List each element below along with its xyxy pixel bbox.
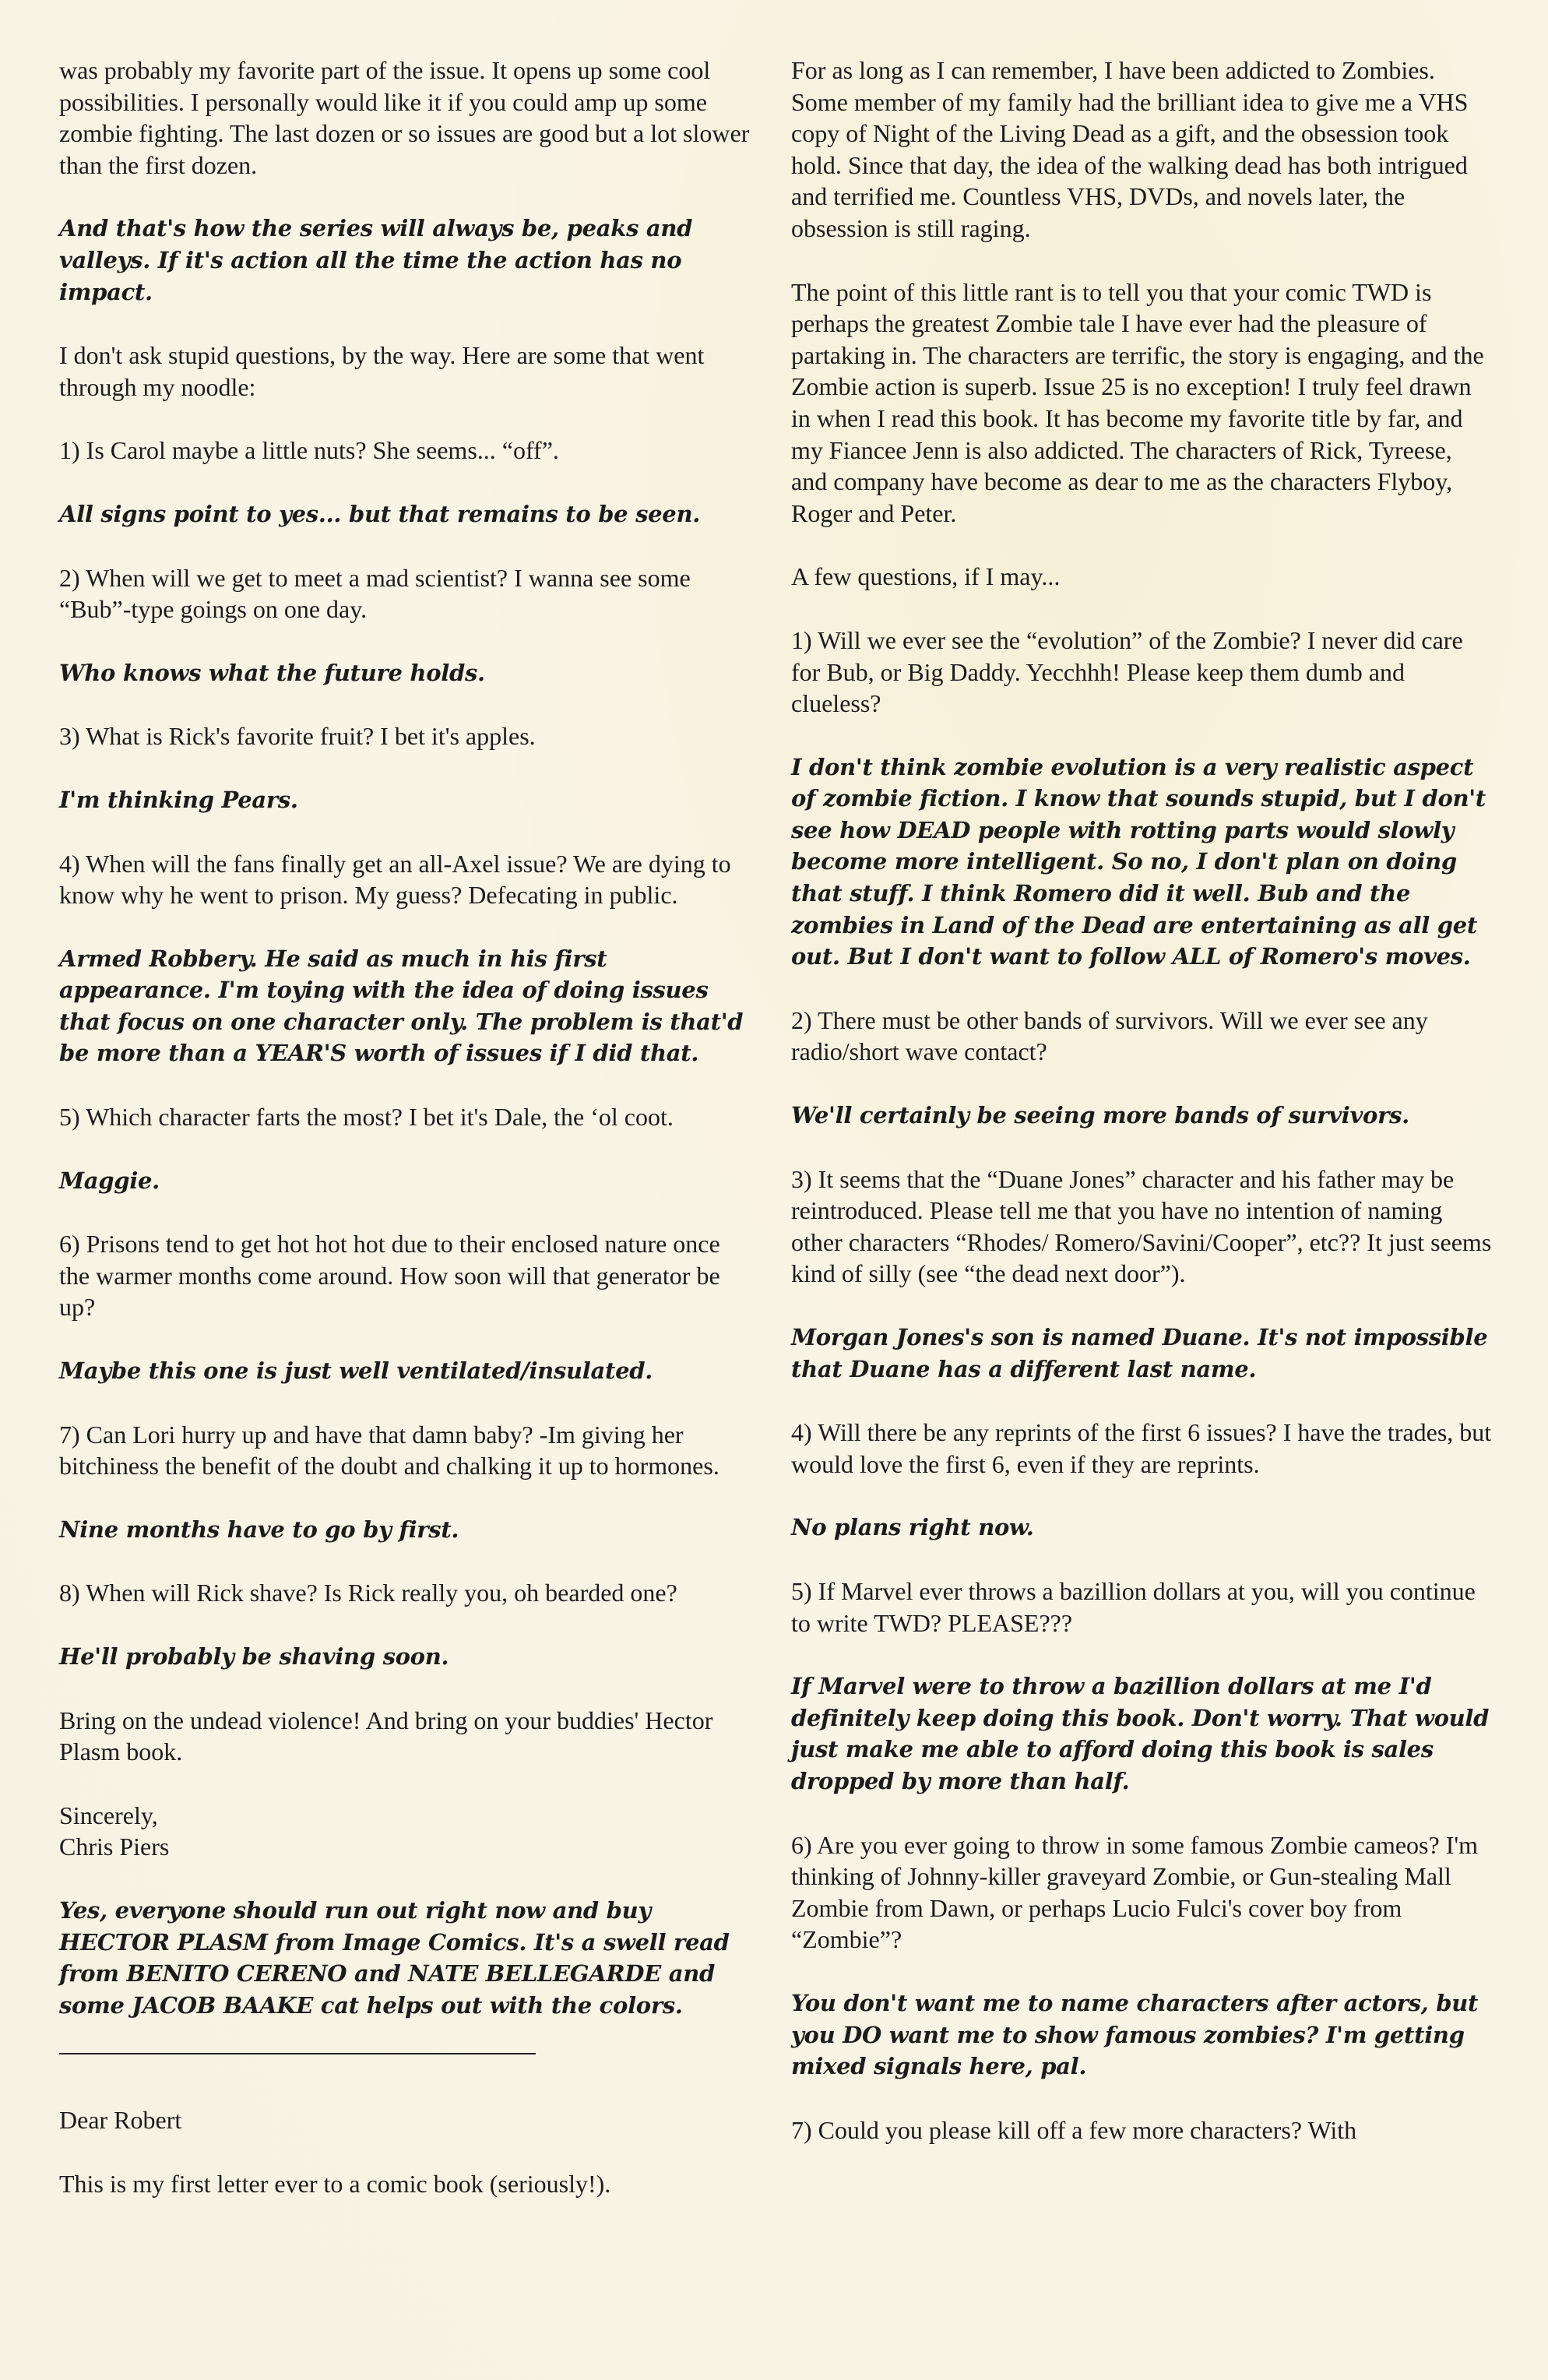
editor-reply: Morgan Jones's son is named Duane. It's not impossible that Duane has a different last name. — [791, 1324, 1488, 1382]
right-column-paragraphs — [791, 55, 1492, 2146]
editor-reply: I don't think zombie evolution is a very realistic aspect of zombie fiction. I know that sounds stupid, but I don't see how DEAD people with rotting parts would slowly become more intelligent. So no, I don't plan on doing that stuff. I think Romero did it well. Bub and the zombies in Land of the Dead are entertaining as all get out. But I don't want to follow ALL of Romero's moves. — [791, 753, 1486, 970]
letter-paragraph: 3) It seems that the “Duane Jones” character and his father may be reintroduced. Please tell me that you have no intention of naming other characters “Rhodes/ Romero/Savini/Cooper”, etc?? It just seems kind of silly (see “the dead next door”). — [791, 1164, 1492, 1288]
letter-paragraph: 1) Will we ever see the “evolution” of the Zombie? I never did care for Bub, or Big Daddy. Yecchhh! Please keep them dumb and clueless? — [791, 625, 1463, 718]
letter-separator-rule — [59, 2053, 536, 2054]
letter-paragraph: 4) Will there be any reprints of the first 6 issues? I have the trades, but would love the first 6, even if they are reprints. — [791, 1418, 1492, 1478]
letter-paragraph: The point of this little rant is to tell you that your comic TWD is perhaps the greatest Zombie tale I have ever had the pleasure of partaking in. The characters are terrific, the story is engaging, and the Zombie action is superb. Issue 25 is no exception! I truly feel drawn in when I read this book. It has become my favorite title by far, and my Fiancee Jenn is also addicted. The characters of Rick, Tyreese, and company have become as dear to me as the characters Flyboy, Roger and Peter. — [791, 277, 1484, 527]
letter-paragraph: 2) When will we get to meet a mad scientist? I wanna see some “Bub”-type goings on one day. — [59, 563, 691, 624]
letter-paragraph: A few questions, if I may... — [791, 562, 1061, 591]
second-letter-opening — [59, 2104, 754, 2199]
editor-reply: Who knows what the future holds. — [59, 659, 485, 686]
letter-paragraph: 8) When will Rick shave? Is Rick really you, oh bearded one? — [59, 1579, 677, 1607]
letter-paragraph: 7) Could you please kill off a few more characters? With — [791, 2115, 1357, 2144]
editor-reply: If Marvel were to throw a bazillion dollars at me I'd definitely keep doing this book. Don't worry. That would just make me able to afford doing this book is sales dropped by more than half. — [791, 1673, 1490, 1794]
editor-reply: Yes, everyone should run out right now and buy HECTOR PLASM from Image Comics. It's a swell read from BENITO CERENO and NATE BELLEGARDE and some JACOB BAAKE cat helps out with the colors. — [59, 1896, 730, 2019]
editor-reply: He'll probably be shaving soon. — [59, 1643, 449, 1670]
editor-reply: Maybe this one is just well ventilated/insulated. — [59, 1357, 653, 1385]
letter-paragraph: 5) Which character farts the most? I bet it's Dale, the ‘ol coot. — [59, 1103, 674, 1132]
letter-paragraph: 4) When will the fans finally get an all-Axel issue? We are dying to know why he went to prison. My guess? Defecating in public. — [59, 849, 731, 910]
editor-reply: No plans right now. — [791, 1514, 1034, 1541]
right-column — [791, 55, 1492, 2178]
editor-reply: Nine months have to go by first. — [59, 1516, 459, 1543]
editor-reply: Armed Robbery. He said as much in his first appearance. I'm toying with the idea of doing issues that focus on one character only. The problem is that'd be more than a YEAR'S worth of issues if I did that. — [59, 945, 744, 1067]
editor-reply: And that's how the series will always be, peaks and valleys. If it's action all the time the action has no impact. — [59, 215, 693, 305]
letter-paragraph: 1) Is Carol maybe a little nuts? She seems... “off”. — [59, 436, 559, 465]
letter-paragraph: 2) There must be other bands of survivors. Will we ever see any radio/short wave contact? — [791, 1005, 1428, 1066]
left-column-paragraphs — [59, 55, 754, 2021]
letter-paragraph: was probably my favorite part of the issue. It opens up some cool possibilities. I personally would like it if you could amp up some zombie fighting. The last dozen or so issues are good but a lot slower than the first dozen. — [59, 56, 750, 179]
left-column — [59, 55, 754, 2232]
editor-reply: Maggie. — [59, 1167, 160, 1194]
letter-paragraph: 3) What is Rick's favorite fruit? I bet it's apples. — [59, 722, 536, 751]
editor-reply: I'm thinking Pears. — [59, 786, 298, 813]
editor-reply: All signs point to yes... but that remains to be seen. — [59, 500, 701, 527]
editor-reply: You don't want me to name characters after actors, but you DO want me to show famous zombies? I'm getting mixed signals here, pal. — [791, 1989, 1479, 2080]
letter-paragraph: 6) Prisons tend to get hot hot hot due to their enclosed nature once the warmer months come around. How soon will that generator be up? — [59, 1230, 720, 1322]
letter-paragraph: Bring on the undead violence! And bring on your buddies' Hector Plasm book. — [59, 1706, 713, 1766]
letter-paragraph: 7) Can Lori hurry up and have that damn baby? -Im giving her bitchiness the benefit of the doubt and chalking it up to hormones. — [59, 1420, 719, 1480]
letter-paragraph: Dear Robert — [59, 2106, 182, 2135]
letter-paragraph: For as long as I can remember, I have been addicted to Zombies. Some member of my family had the brilliant idea to give me a VHS copy of Night of the Living Dead as a gift, and the obsession took hold. Since that day, the idea of the walking dead has both intrigued and terrified me. Countless VHS, DVDs, and novels later, the obsession is still raging. — [791, 56, 1469, 242]
letter-paragraph: This is my first letter ever to a comic book (seriously!). — [59, 2169, 611, 2198]
editor-reply: We'll certainly be seeing more bands of survivors. — [791, 1102, 1409, 1129]
letter-paragraph: Sincerely, Chris Piers — [59, 1801, 170, 1861]
letter-paragraph: I don't ask stupid questions, by the way. Here are some that went through my noodle: — [59, 341, 705, 401]
letter-paragraph: 5) If Marvel ever throws a bazillion dollars at you, will you continue to write TWD? PLEASE??? — [791, 1576, 1476, 1637]
letter-paragraph: 6) Are you ever going to throw in some famous Zombie cameos? I'm thinking of Johnny-killer graveyard Zombie, or Gun-stealing Mall Zombie from Dawn, or perhaps Lucio Fulci's cover boy from “Zombie”? — [791, 1830, 1478, 1954]
